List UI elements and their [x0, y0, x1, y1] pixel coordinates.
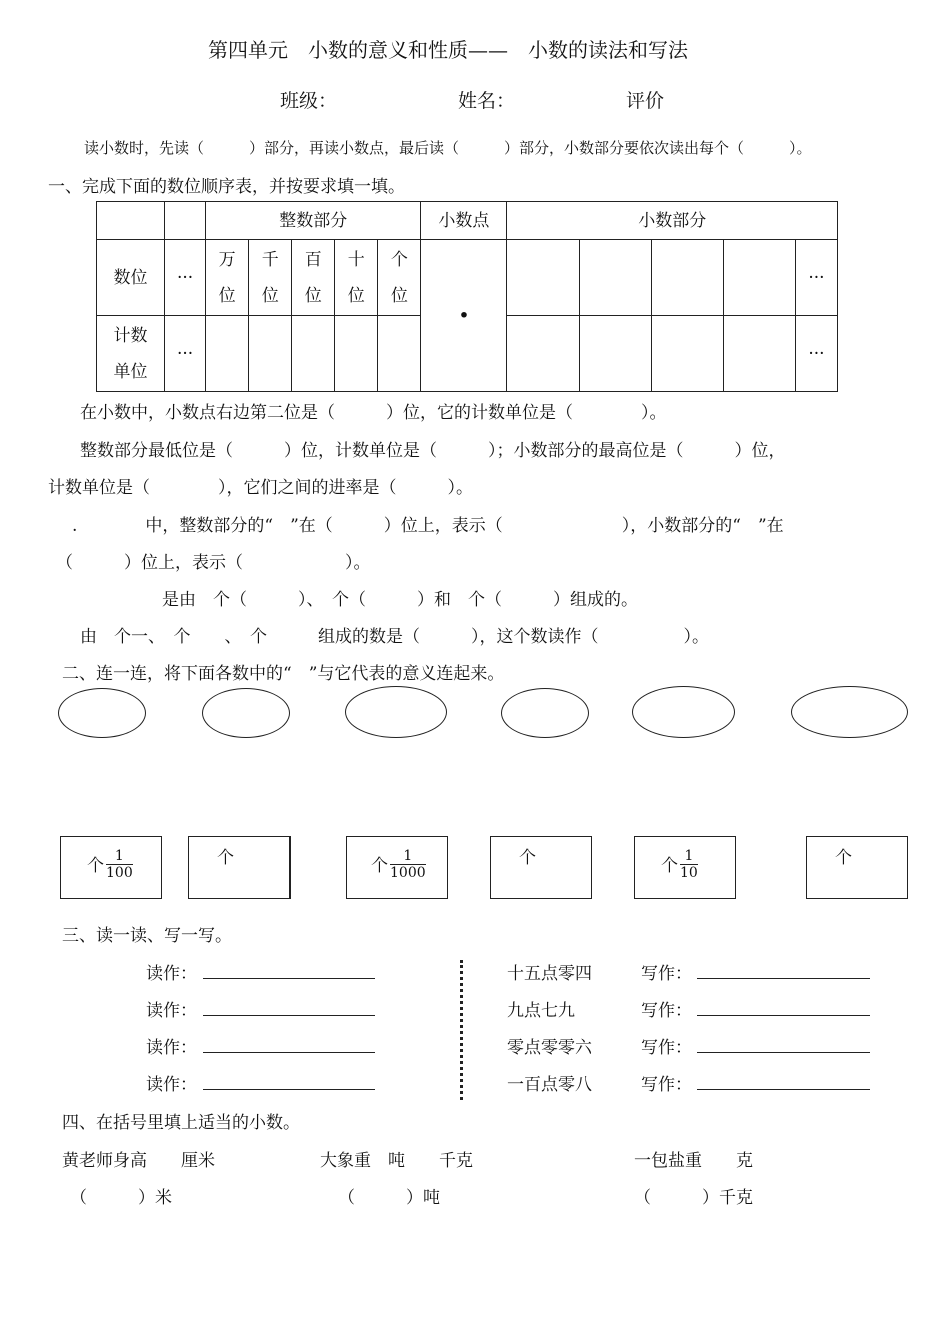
- question-3a: . 中，整数部分的“ ”在（ ）位上，表示（ ），小数部分的“ ”在: [72, 516, 784, 536]
- unit-char: 个: [661, 856, 678, 876]
- ellipsis-left: ···: [165, 316, 206, 392]
- section4-heading: 四、在括号里填上适当的小数。: [62, 1113, 300, 1133]
- meaning-box[interactable]: [634, 836, 736, 899]
- read-answer-line[interactable]: [203, 1089, 375, 1090]
- unit-char: 个: [519, 848, 536, 868]
- unit-cell[interactable]: [507, 316, 579, 392]
- unit-cell[interactable]: [651, 316, 723, 392]
- intro-question: 读小数时，先读（ ）部分，再读小数点，最后读（ ）部分，小数部分要依次读出每个（ ）。: [84, 139, 812, 157]
- place-bai: 百 位: [292, 240, 335, 316]
- question-2b: 计数单位是（ ），它们之间的进率是（ ）。: [48, 478, 473, 498]
- ellipsis-right: ···: [795, 316, 837, 392]
- number-oval[interactable]: [345, 686, 447, 738]
- section2-heading: 二、连一连，将下面各数中的“ ”与它代表的意义连起来。: [62, 664, 505, 684]
- number-oval[interactable]: [791, 686, 908, 738]
- chinese-number-word: 九点七九: [507, 1001, 575, 1021]
- ellipsis-right: ···: [795, 240, 837, 316]
- write-answer-line[interactable]: [697, 1089, 870, 1090]
- unit-cell[interactable]: [335, 316, 378, 392]
- question-1: 在小数中，小数点右边第二位是（ ）位，它的计数单位是（ ）。: [80, 403, 667, 423]
- write-label: 写作：: [641, 964, 692, 984]
- table-blank-cell: [165, 202, 206, 240]
- unit-char: 个: [835, 848, 852, 868]
- read-label: 读作：: [146, 1038, 197, 1058]
- decimal-point-mark: ·: [421, 240, 507, 392]
- unit-cell[interactable]: [378, 316, 421, 392]
- number-oval[interactable]: [202, 688, 290, 738]
- read-answer-line[interactable]: [203, 1015, 375, 1016]
- place-row-label: 数位: [97, 240, 165, 316]
- salt-item: 一包盐重 克: [634, 1151, 753, 1171]
- unit-cell[interactable]: [206, 316, 249, 392]
- question-2a: 整数部分最低位是（ ）位，计数单位是（ ）；小数部分的最高位是（ ）位，: [80, 441, 786, 461]
- write-label: 写作：: [641, 1075, 692, 1095]
- fraction-1-1000: $\frac{1}{1000}$: [390, 848, 426, 881]
- fraction-1-10: $\frac{1}{10}$: [680, 848, 698, 881]
- unit-cell[interactable]: [579, 316, 651, 392]
- question-4: 是由 个（ ）、 个（ ）和 个（ ）组成的。: [162, 590, 638, 610]
- unit-cell[interactable]: [249, 316, 292, 392]
- unit-char: 个: [217, 848, 234, 868]
- decimal-cell[interactable]: [723, 240, 795, 316]
- place-wan: 万 位: [206, 240, 249, 316]
- decimal-point-header: 小数点: [421, 202, 507, 240]
- number-oval[interactable]: [501, 688, 589, 738]
- number-oval[interactable]: [632, 686, 735, 738]
- place-shi: 十 位: [335, 240, 378, 316]
- write-answer-line[interactable]: [697, 978, 870, 979]
- chinese-number-word: 十五点零四: [507, 964, 592, 984]
- read-label: 读作：: [146, 1001, 197, 1021]
- height-answer[interactable]: （ ）米: [70, 1188, 172, 1208]
- place-value-table: [96, 201, 838, 392]
- meaning-box[interactable]: [188, 836, 291, 899]
- unit-cell[interactable]: [723, 316, 795, 392]
- integer-part-header: 整数部分: [206, 202, 421, 240]
- salt-answer[interactable]: （ ）千克: [634, 1188, 753, 1208]
- decimal-part-header: 小数部分: [507, 202, 838, 240]
- page-title: 第四单元 小数的意义和性质—— 小数的读法和写法: [208, 38, 688, 62]
- decimal-cell[interactable]: [651, 240, 723, 316]
- unit-row-label: 计数 单位: [97, 316, 165, 392]
- read-answer-line[interactable]: [203, 978, 375, 979]
- meaning-box[interactable]: [806, 836, 908, 899]
- unit-char: 个: [87, 856, 104, 876]
- elephant-item: 大象重 吨 千克: [320, 1151, 473, 1171]
- height-item: 黄老师身高 厘米: [62, 1151, 215, 1171]
- class-label: 班级：: [280, 90, 338, 112]
- write-label: 写作：: [641, 1001, 692, 1021]
- question-3b: （ ）位上，表示（ ）。: [56, 553, 371, 573]
- unit-char: 个: [371, 856, 388, 876]
- unit-cell[interactable]: [292, 316, 335, 392]
- fraction-1-100: $\frac{1}{100}$: [106, 848, 133, 881]
- read-label: 读作：: [146, 1075, 197, 1095]
- meaning-box[interactable]: [346, 836, 448, 899]
- number-oval[interactable]: [58, 688, 146, 738]
- elephant-answer[interactable]: （ ）吨: [338, 1188, 440, 1208]
- write-answer-line[interactable]: [697, 1015, 870, 1016]
- name-label: 姓名：: [458, 90, 516, 112]
- section1-heading: 一、完成下面的数位顺序表，并按要求填一填。: [48, 177, 405, 197]
- place-qian: 千 位: [249, 240, 292, 316]
- read-answer-line[interactable]: [203, 1052, 375, 1053]
- write-label: 写作：: [641, 1038, 692, 1058]
- question-5: 由 个一、 个 、 个 组成的数是（ ），这个数读作（ ）。: [80, 627, 709, 647]
- chinese-number-word: 一百点零八: [507, 1075, 592, 1095]
- write-answer-line[interactable]: [697, 1052, 870, 1053]
- meaning-box[interactable]: [490, 836, 592, 899]
- place-ge: 个 位: [378, 240, 421, 316]
- read-label: 读作：: [146, 964, 197, 984]
- meaning-box[interactable]: [60, 836, 162, 899]
- ellipsis-left: ···: [165, 240, 206, 316]
- dotted-divider: [460, 960, 463, 1100]
- decimal-cell[interactable]: [507, 240, 579, 316]
- table-corner-cell: [97, 202, 165, 240]
- decimal-cell[interactable]: [579, 240, 651, 316]
- section3-heading: 三、读一读、写一写。: [62, 926, 232, 946]
- evaluation-label: 评价: [626, 90, 665, 112]
- chinese-number-word: 零点零零六: [507, 1038, 592, 1058]
